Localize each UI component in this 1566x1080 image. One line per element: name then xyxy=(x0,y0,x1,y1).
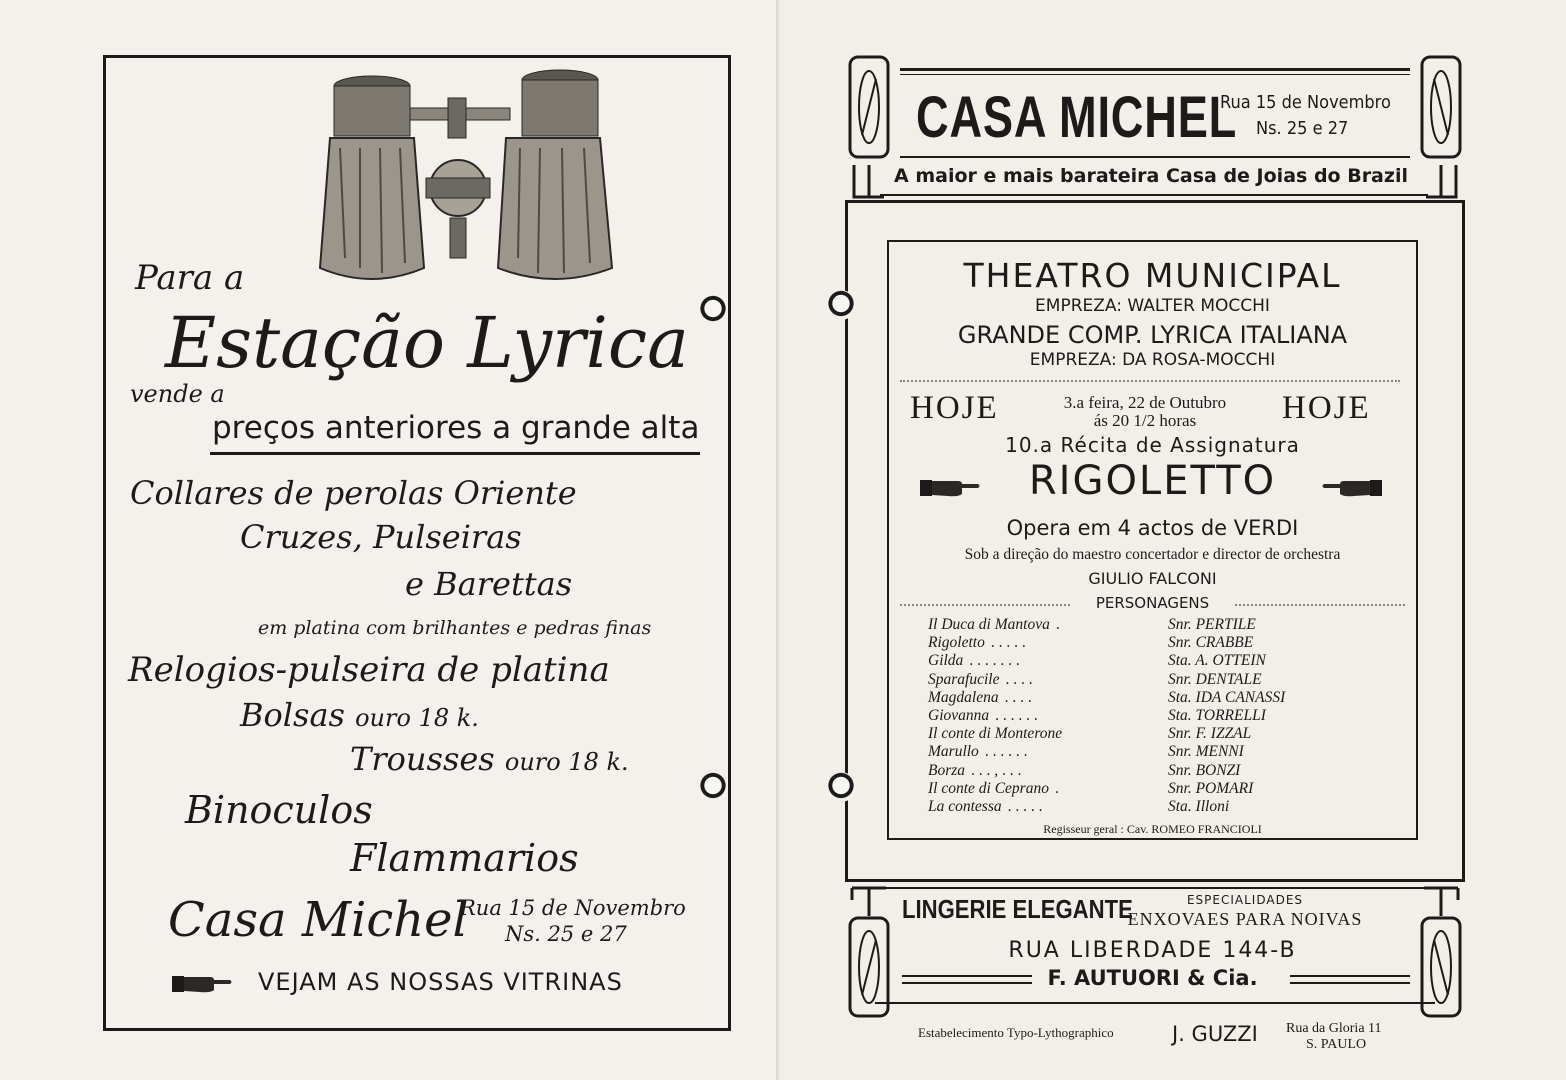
lingerie-enxovaes: ENXOVAES PARA NOIVAS xyxy=(1127,909,1363,929)
trousses-text xyxy=(350,740,629,778)
cast-dots: . . . . . . . xyxy=(969,652,1020,670)
cast-role: Il Duca di Mantova xyxy=(928,616,1050,633)
cast-row xyxy=(928,707,1398,725)
ornament-top-left-icon xyxy=(846,55,892,205)
cast-singer: Sta. Illoni xyxy=(1168,797,1230,815)
opera-subtitle: Opera em 4 actos de VERDI xyxy=(1006,516,1299,540)
cast-dots: . . . , . . . xyxy=(971,761,1022,779)
conductor-name: GIULIO FALCONI xyxy=(1088,569,1217,588)
date-line-1: 3.a feira, 22 de Outubro xyxy=(1063,393,1227,412)
company-title: GRANDE COMP. LYRICA ITALIANA xyxy=(957,321,1348,349)
firm-rule-right-1 xyxy=(1290,975,1410,977)
cast-singer: Snr. DENTALE xyxy=(1168,670,1262,688)
cast-role: Il conte di Monterone xyxy=(928,725,1063,743)
barettas-text: e Barettas xyxy=(405,565,573,603)
recita-line: 10.a Récita de Assignatura xyxy=(1005,433,1300,457)
printer-left: Estabelecimento Typo-Lythographico xyxy=(918,1025,1114,1040)
cast-dots: . . . . . xyxy=(990,634,1026,652)
binding-hole-top-right xyxy=(826,290,856,320)
cast-singer: Sta. IDA CANASSI xyxy=(1168,688,1286,706)
casa-michel-header: CASA MICHEL xyxy=(916,85,1238,150)
cast-row xyxy=(928,671,1398,689)
right-page xyxy=(780,0,1566,1080)
binding-hole-bottom-left xyxy=(698,772,728,802)
ornament-bottom-left-icon xyxy=(846,880,892,1020)
wavy-divider-1 xyxy=(900,380,1400,382)
cast-dots: . . . . . . xyxy=(984,743,1028,761)
cast-row xyxy=(928,616,1398,634)
header-tagline: A maior e mais barateira Casa de Joias do Brazil xyxy=(894,165,1408,187)
trousses-ouro: ouro 18 k. xyxy=(504,748,629,776)
hoje-left: HOJE xyxy=(910,390,999,426)
header-rule-top-2 xyxy=(900,74,1410,75)
lingerie-address: RUA LIBERDADE 144-B xyxy=(1008,938,1297,963)
regisseur-line: Regisseur geral : Cav. ROMEO FRANCIOLI xyxy=(1043,822,1262,836)
cast-row xyxy=(928,652,1398,670)
bolsas-text xyxy=(240,696,479,734)
cast-role: Sparafucile xyxy=(928,670,1000,688)
left-address-1: Rua 15 de Novembro xyxy=(460,896,686,920)
lingerie-rule-bottom xyxy=(875,1002,1435,1004)
cast-singer: Snr. CRABBE xyxy=(1168,634,1254,652)
binoculars-illustration xyxy=(300,68,630,298)
em-platina-text: em platina com brilhantes e pedras finas xyxy=(258,617,652,639)
opera-title: RIGOLETTO xyxy=(1028,458,1277,504)
cast-row xyxy=(928,634,1398,652)
hoje-right: HOJE xyxy=(1282,390,1371,426)
cast-row xyxy=(928,780,1398,798)
lingerie-rule-top xyxy=(875,887,1435,889)
cruzes-text: Cruzes, Pulseiras xyxy=(240,518,522,556)
theatre-title: THEATRO MUNICIPAL xyxy=(963,256,1342,295)
collares-text: Collares de perolas Oriente xyxy=(130,474,577,512)
ornament-top-right-icon xyxy=(1418,55,1464,205)
cast-dots: . . . . xyxy=(1004,688,1032,706)
cast-dots: . xyxy=(1054,779,1059,797)
casa-michel-signature: Casa Michel xyxy=(168,892,468,948)
direction-line: Sob a direção do maestro concertador e director de orchestra xyxy=(964,546,1341,563)
binoculos-text: Binoculos xyxy=(185,788,373,832)
trousses-label: Trousses xyxy=(350,740,495,778)
tagline-rule xyxy=(880,194,1428,196)
cast-dots: . . . . . xyxy=(1007,797,1043,815)
cast-row xyxy=(928,798,1398,816)
binding-hole-bottom-right xyxy=(826,772,856,802)
cast-list xyxy=(928,616,1398,816)
empreza-2: EMPREZA: DA ROSA-MOCCHI xyxy=(1029,350,1276,370)
vejam-text: VEJAM AS NOSSAS VITRINAS xyxy=(258,968,623,996)
pointing-hand-left-icon xyxy=(1320,474,1384,500)
header-rule-bottom xyxy=(900,156,1410,158)
cast-singer: Sta. TORRELLI xyxy=(1168,706,1266,724)
cast-role: Marullo xyxy=(928,743,979,761)
cast-role: Rigoletto xyxy=(928,634,985,652)
cast-singer: Snr. PERTILE xyxy=(1168,616,1256,633)
personagens-label: PERSONAGENS xyxy=(1095,594,1210,612)
lingerie-especialidades: ESPECIALIDADES xyxy=(1186,893,1304,907)
cast-role: Magdalena xyxy=(928,688,999,706)
empreza-1: EMPREZA: WALTER MOCCHI xyxy=(1035,296,1270,316)
estacao-lyrica-title: Estação Lyrica xyxy=(165,302,689,384)
cast-dots: . . . . xyxy=(1005,670,1033,688)
printer-name: J. GUZZI xyxy=(1172,1022,1258,1046)
bolsas-label: Bolsas xyxy=(240,696,345,734)
cast-singer: Snr. MENNI xyxy=(1168,743,1244,761)
printer-address-2: S. PAULO xyxy=(1306,1037,1367,1052)
cast-row xyxy=(928,689,1398,707)
bolsas-ouro: ouro 18 k. xyxy=(355,704,479,732)
flammarios-text: Flammarios xyxy=(350,836,579,880)
binding-hole-top-left xyxy=(698,295,728,325)
lingerie-firm: F. AUTUORI & Cia. xyxy=(1047,966,1258,990)
precos-rule xyxy=(210,452,700,455)
cast-role: Borza xyxy=(928,761,966,779)
firm-rule-right-2 xyxy=(1290,982,1410,984)
personagens-dash-right xyxy=(1235,604,1405,606)
cast-role: Giovanna xyxy=(928,706,990,724)
lingerie-title: LINGERIE ELEGANTE xyxy=(902,894,1133,924)
cast-role: Il conte di Ceprano xyxy=(928,779,1049,797)
printer-address-1: Rua da Gloria 11 xyxy=(1286,1021,1382,1036)
cast-role: La contessa xyxy=(928,797,1002,815)
cast-singer: Snr. POMARI xyxy=(1168,779,1254,797)
cast-row xyxy=(928,743,1398,761)
relogios-text: Relogios-pulseira de platina xyxy=(128,650,610,690)
cast-singer: Snr. F. IZZAL xyxy=(1168,725,1252,743)
cast-role: Gilda xyxy=(928,652,964,670)
left-address-2: Ns. 25 e 27 xyxy=(505,922,627,946)
para-a-text: Para a xyxy=(135,258,245,298)
cast-dots xyxy=(1062,725,1168,743)
date-line-2: ás 20 1/2 horas xyxy=(1093,411,1197,430)
cast-dots: . xyxy=(1055,616,1060,633)
cast-row xyxy=(928,725,1398,743)
header-address-2: Ns. 25 e 27 xyxy=(1256,118,1349,139)
pointing-hand-icon xyxy=(170,970,234,996)
cast-singer: Snr. BONZI xyxy=(1168,761,1241,779)
cast-singer: Sta. A. OTTEIN xyxy=(1168,652,1266,670)
header-address-1: Rua 15 de Novembro xyxy=(1220,92,1391,113)
cast-dots: . . . . . . xyxy=(995,706,1038,724)
header-rule-top xyxy=(900,68,1410,71)
cast-row xyxy=(928,762,1398,780)
left-page xyxy=(0,0,780,1080)
precos-text: preços anteriores a grande alta xyxy=(212,410,700,446)
ornament-bottom-right-icon xyxy=(1418,880,1464,1020)
vende-a-text: vende a xyxy=(130,380,225,408)
